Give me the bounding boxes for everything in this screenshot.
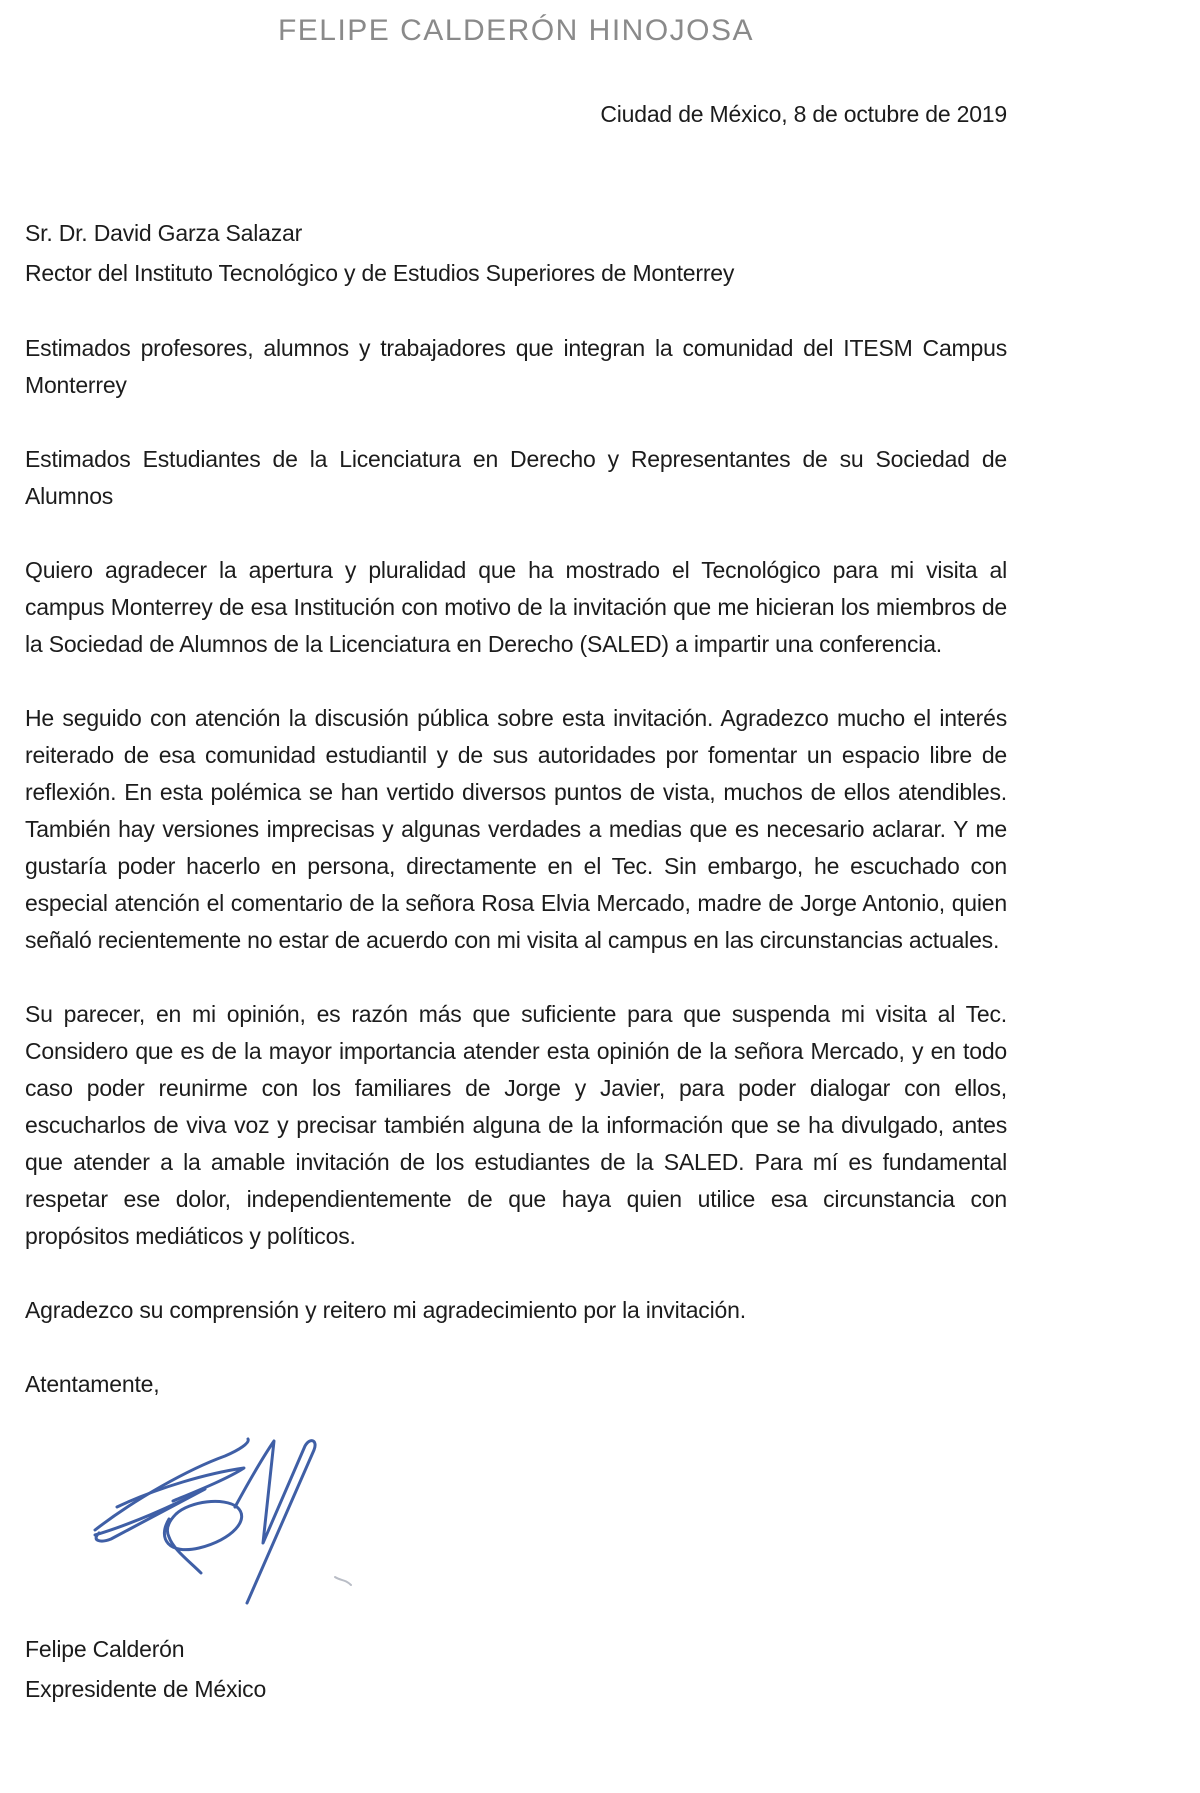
signer-name: Felipe Calderón bbox=[25, 1636, 185, 1662]
letterhead-name: FELIPE CALDERÓN HINOJOSA bbox=[277, 14, 755, 47]
signature-stroke bbox=[164, 1501, 241, 1573]
signer-title: Expresidente de México bbox=[25, 1676, 267, 1702]
signature-stroke bbox=[95, 1489, 205, 1541]
body-paragraph: Estimados profesores, alumnos y trabajadores que integran la comunidad del ITESM Campus Monterrey bbox=[25, 335, 1007, 398]
recipient-block bbox=[25, 213, 1007, 293]
signature-block bbox=[25, 1629, 1007, 1709]
body-paragraph: Quiero agradecer la apertura y pluralidad que ha mostrado el Tecnológico para mi visita al campus Monterrey de esa Institución con motivo de la invitación que me hicieran los miembros de la Sociedad de Alumnos de la Licenciatura en Derecho (SALED) a impartir una conferencia. bbox=[25, 557, 1007, 657]
closing-valediction: Atentamente, bbox=[25, 1371, 160, 1397]
handwritten-signature bbox=[77, 1427, 387, 1609]
signature-stroke-faint bbox=[335, 1577, 351, 1585]
body-paragraph: Agradezco su comprensión y reitero mi agradecimiento por la invitación. bbox=[25, 1297, 746, 1323]
recipient-line: Sr. Dr. David Garza Salazar bbox=[25, 220, 303, 246]
dateline: Ciudad de México, 8 de octubre de 2019 bbox=[600, 101, 1007, 127]
signature-stroke bbox=[235, 1441, 315, 1603]
body-paragraph: Estimados Estudiantes de la Licenciatura en Derecho y Representantes de su Sociedad de Alumnos bbox=[25, 446, 1007, 509]
signature-ink-strokes bbox=[77, 1427, 387, 1609]
recipient-line: Rector del Instituto Tecnológico y de Estudios Superiores de Monterrey bbox=[25, 260, 735, 286]
body-paragraph: He seguido con atención la discusión pública sobre esta invitación. Agradezco mucho el interés reiterado de esa comunidad estudiantil y de sus autoridades por fomentar un espacio libre de reflexión. En esta polémica se han vertido diversos puntos de vista, muchos de ellos atendibles. También hay versiones imprecisas y algunas verdades a medias que es necesario aclarar. Y me gustaría poder hacerlo en persona, directamente en el Tec. Sin embargo, he escuchado con especial atención el comentario de la señora Rosa Elvia Mercado, madre de Jorge Antonio, quien señaló recientemente no estar de acuerdo con mi visita al campus en las circunstancias actuales. bbox=[25, 705, 1007, 953]
body-paragraph: Su parecer, en mi opinión, es razón más que suficiente para que suspenda mi visita al Tec. Considero que es de la mayor importancia atender esta opinión de la señora Mercado, y en todo caso poder reunirme con los familiares de Jorge y Javier, para poder dialogar con ellos, escucharlos de viva voz y precisar también alguna de la información que se ha divulgado, antes que atender a la amable invitación de los estudiantes de la SALED. Para mí es fundamental respetar ese dolor, independientemente de que haya quien utilice esa circunstancia con propósitos mediáticos y políticos. bbox=[25, 1001, 1007, 1249]
